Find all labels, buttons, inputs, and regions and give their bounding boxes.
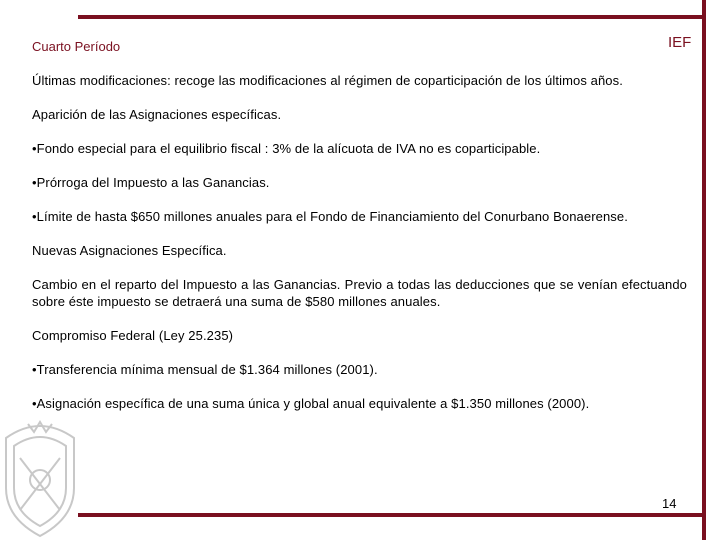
paragraph-nuevas-asignaciones: Nuevas Asignaciones Específica. <box>32 243 227 258</box>
coat-of-arms-watermark <box>0 418 80 540</box>
top-rule <box>78 15 706 19</box>
bottom-rule <box>78 513 706 517</box>
section-subtitle: Cuarto Período <box>32 39 121 54</box>
bullet-asignacion-especifica: •Asignación específica de una suma única y global anual equivalente a $1.350 millones (2000). <box>32 396 590 411</box>
page-number: 14 <box>662 496 677 511</box>
bullet-limite-conurbano: •Límite de hasta $650 millones anuales para el Fondo de Financiamiento del Conurbano Bonaerense. <box>32 209 628 224</box>
bullet-transferencia-minima: •Transferencia mínima mensual de $1.364 millones (2001). <box>32 362 378 377</box>
paragraph-cambio-reparto: Cambio en el reparto del Impuesto a las Ganancias. Previo a todas las deducciones que se venían efectuando sobre éste impuesto se detraerá una suma de $580 millones anuales. <box>32 277 687 309</box>
slide-body <box>32 72 687 412</box>
paragraph-compromiso-federal: Compromiso Federal (Ley 25.235) <box>32 328 234 343</box>
paragraph-asignaciones-especificas: Aparición de las Asignaciones específicas. <box>32 107 282 122</box>
ief-logo: IEF <box>668 34 692 51</box>
right-rule <box>702 0 706 540</box>
paragraph-ultimas-modificaciones: Últimas modificaciones: recoge las modificaciones al régimen de coparticipación de los últimos años. <box>32 73 623 88</box>
bullet-fondo-especial: •Fondo especial para el equilibrio fiscal : 3% de la alícuota de IVA no es coparticipable. <box>32 141 541 156</box>
bullet-prorroga-ganancias: •Prórroga del Impuesto a las Ganancias. <box>32 175 270 190</box>
